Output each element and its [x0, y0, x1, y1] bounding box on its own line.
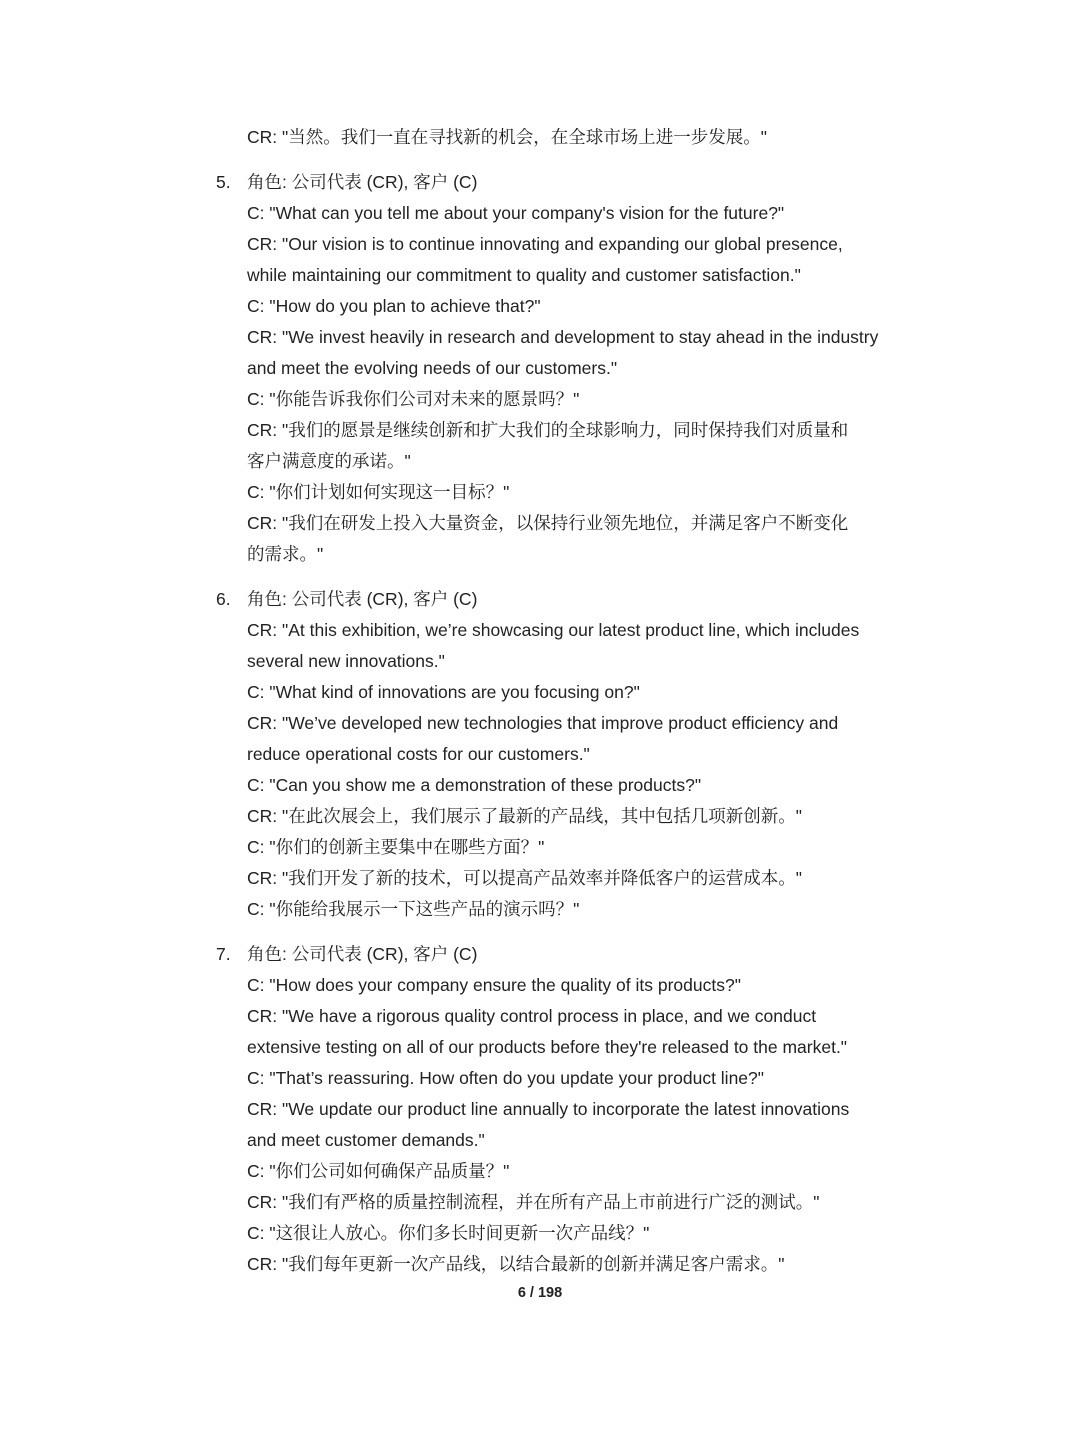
section-number: 5.	[216, 172, 231, 192]
dialogue-line: 的需求。"	[247, 544, 324, 564]
page-indicator: 6 / 198	[517, 1285, 563, 1301]
dialogue-line: CR: "我们有严格的质量控制流程，并在所有产品上市前进行广泛的测试。"	[247, 1192, 820, 1212]
dialogue-line: CR: "Our vision is to continue innovating and expanding our global presence,	[247, 234, 843, 254]
dialogue-line: C: "你们的创新主要集中在哪些方面？"	[247, 837, 545, 857]
dialogue-line: C: "你能给我展示一下这些产品的演示吗？"	[247, 899, 580, 919]
dialogue-line: and meet customer demands."	[247, 1130, 485, 1150]
dialogue-line: C: "How does your company ensure the quality of its products?"	[247, 975, 741, 995]
dialogue-line: CR: "At this exhibition, we’re showcasing our latest product line, which includes	[247, 620, 860, 640]
dialogue-section-5	[216, 167, 906, 570]
dialogue-line: CR: "We invest heavily in research and development to stay ahead in the industry	[247, 327, 879, 347]
section-number: 7.	[216, 944, 231, 964]
dialogue-line: C: "这很让人放心。你们多长时间更新一次产品线？"	[247, 1223, 650, 1243]
dialogue-line: 客户满意度的承诺。"	[247, 451, 411, 471]
dialogue-section-6	[216, 584, 906, 925]
dialogue-line: C: "That’s reassuring. How often do you update your product line?"	[247, 1068, 764, 1088]
lead-line: CR: "当然。我们一直在寻找新的机会，在全球市场上进一步发展。"	[247, 127, 767, 147]
dialogue-line: C: "What kind of innovations are you focusing on?"	[247, 682, 640, 702]
dialogue-line: CR: "我们开发了新的技术，可以提高产品效率并降低客户的运营成本。"	[247, 868, 802, 888]
dialogue-line: CR: "我们在研发上投入大量资金，以保持行业领先地位，并满足客户不断变化	[247, 513, 849, 533]
document-body	[216, 122, 906, 1280]
dialogue-line: C: "你能告诉我你们公司对未来的愿景吗？"	[247, 389, 580, 409]
dialogue-line: several new innovations."	[247, 651, 445, 671]
dialogue-line: C: "你们计划如何实现这一目标？"	[247, 482, 510, 502]
section-heading	[216, 167, 906, 198]
dialogue-section-7	[216, 939, 906, 1280]
section-title: 角色: 公司代表 (CR), 客户 (C)	[247, 944, 478, 964]
dialogue-line: C: "What can you tell me about your company's vision for the future?"	[247, 203, 785, 223]
dialogue-line: CR: "We update our product line annually to incorporate the latest innovations	[247, 1099, 850, 1119]
dialogue-line: CR: "我们的愿景是继续创新和扩大我们的全球影响力，同时保持我们对质量和	[247, 420, 849, 440]
section-title: 角色: 公司代表 (CR), 客户 (C)	[247, 589, 478, 609]
dialogue-line: extensive testing on all of our products before they're released to the market."	[247, 1037, 848, 1057]
section-number: 6.	[216, 589, 231, 609]
dialogue-line: reduce operational costs for our customers."	[247, 744, 590, 764]
section-heading	[216, 939, 906, 970]
dialogue-line: C: "Can you show me a demonstration of these products?"	[247, 775, 702, 795]
section-title: 角色: 公司代表 (CR), 客户 (C)	[247, 172, 478, 192]
dialogue-line: CR: "We’ve developed new technologies that improve product efficiency and	[247, 713, 839, 733]
dialogue-line: C: "How do you plan to achieve that?"	[247, 296, 541, 316]
dialogue-line: CR: "We have a rigorous quality control process in place, and we conduct	[247, 1006, 817, 1026]
dialogue-line: and meet the evolving needs of our customers."	[247, 358, 618, 378]
dialogue-line: CR: "我们每年更新一次产品线，以结合最新的创新并满足客户需求。"	[247, 1254, 785, 1274]
dialogue-line: while maintaining our commitment to quality and customer satisfaction."	[247, 265, 801, 285]
section-heading	[216, 584, 906, 615]
dialogue-line: CR: "在此次展会上，我们展示了最新的产品线，其中包括几项新创新。"	[247, 806, 802, 826]
dialogue-line: C: "你们公司如何确保产品质量？"	[247, 1161, 510, 1181]
